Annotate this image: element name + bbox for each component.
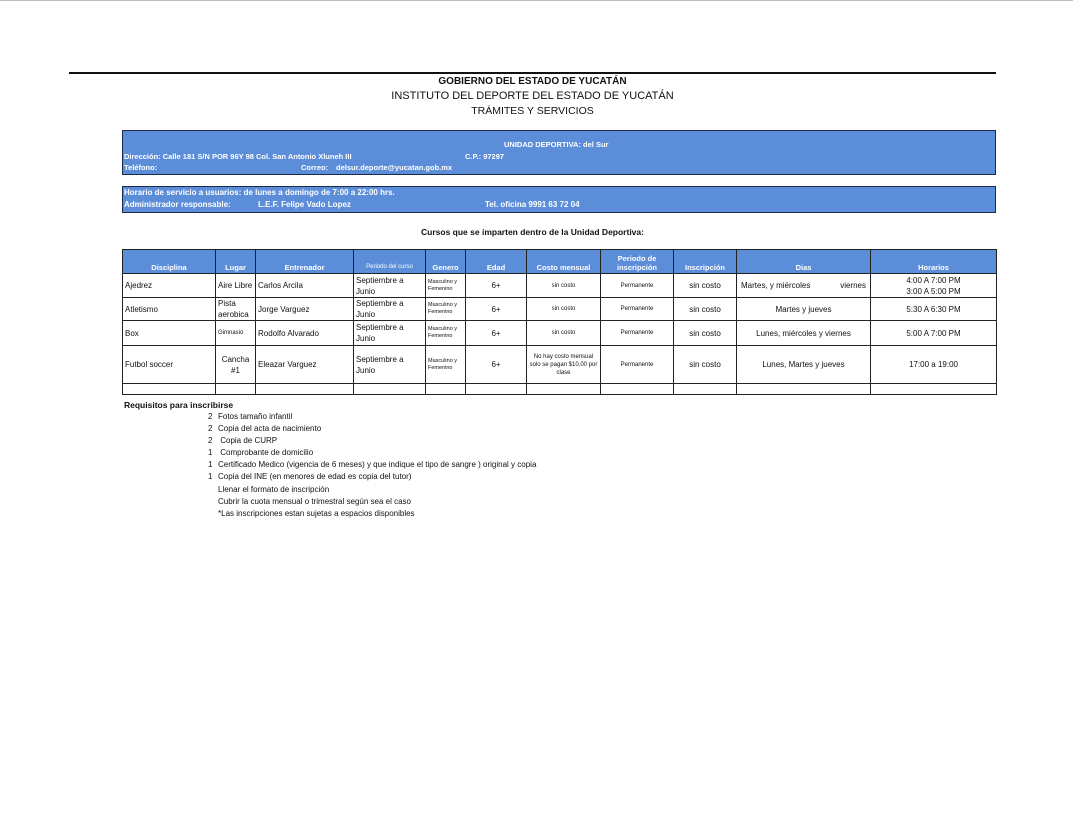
cell-costo: No hay costo mensual solo se pagan $10.00 por clase <box>527 346 601 384</box>
col-periodo: Periodo del curso <box>354 250 426 274</box>
cell-periodo-inscripcion: Permanente <box>601 346 674 384</box>
cell-periodo: Septiembre a Junio <box>354 274 426 298</box>
col-periodo-inscripcion: Periodo de inscripción <box>601 250 674 274</box>
requisito-item: 2 Copia del acta de nacimiento <box>208 424 322 433</box>
cell-inscripcion: sin costo <box>674 346 737 384</box>
cell-dias: Lunes, Martes y jueves <box>737 346 871 384</box>
cell-horario: 5:30 A 6:30 PM <box>871 298 997 321</box>
cell-dias <box>737 274 871 298</box>
cell-dias: Lunes, miércoles y viernes <box>737 321 871 346</box>
cell-disciplina: Ajedrez <box>123 274 216 298</box>
codigo-postal: C.P.: 97297 <box>465 152 505 161</box>
cell-lugar: Aire Libre <box>216 274 256 298</box>
cell-periodo: Septiembre a Junio <box>354 321 426 346</box>
requisito-item: Llenar el formato de inscripción <box>218 485 330 494</box>
cell-horario: 17:00 a 19:00 <box>871 346 997 384</box>
table-row <box>123 298 997 321</box>
cell-lugar: Cancha #1 <box>216 346 256 384</box>
cell-genero: Masculino y Femenino <box>426 346 466 384</box>
admin-label: Administrador responsable: <box>124 200 231 209</box>
government-title: GOBIERNO DEL ESTADO DE YUCATÁN <box>438 76 627 87</box>
cursos-table <box>122 249 997 395</box>
cell-horario <box>871 274 997 298</box>
requisito-item: 1 Comprobante de domicilio <box>208 448 314 457</box>
table-header-row <box>123 250 997 274</box>
direccion: Dirección: Calle 181 S/N POR 96Y 98 Col. San Antonio Xluneh III <box>124 152 352 161</box>
telefono-label: Teléfono: <box>124 163 158 172</box>
cell-entrenador: Rodolfo Alvarado <box>256 321 354 346</box>
cell-lugar: Gimnasio <box>216 321 256 346</box>
col-horarios: Horarios <box>871 250 997 274</box>
requisito-item: 1 Certificado Medico (vigencia de 6 meses) y que indique el tipo de sangre ) original y copia <box>208 460 537 469</box>
col-edad: Edad <box>466 250 527 274</box>
dias-part-a: Martes, y miércoles <box>741 281 811 290</box>
cell-edad: 6+ <box>466 274 527 298</box>
cell-entrenador: Carlos Arcila <box>256 274 354 298</box>
cell-disciplina: Box <box>123 321 216 346</box>
cell-costo: sin costo <box>527 298 601 321</box>
col-dias: Dias <box>737 250 871 274</box>
dias-part-b: viernes <box>840 281 866 290</box>
unidad-info-box <box>122 130 996 175</box>
table-row <box>123 274 997 298</box>
cell-inscripcion: sin costo <box>674 274 737 298</box>
header-rule <box>69 72 996 74</box>
institute-title: INSTITUTO DEL DEPORTE DEL ESTADO DE YUCATÁN <box>391 90 674 102</box>
requisito-item: Cubrir la cuota mensual o trimestral según sea el caso <box>218 497 411 506</box>
correo-label: Correo: <box>301 163 329 172</box>
cell-genero: Masculino y Femenino <box>426 298 466 321</box>
col-genero: Genero <box>426 250 466 274</box>
horario-b: 3:00 A 5:00 PM <box>906 286 961 296</box>
cell-genero: Masculino y Femenino <box>426 321 466 346</box>
requisito-item: 2 Copia de CURP <box>208 436 278 445</box>
unidad-title: UNIDAD DEPORTIVA: del Sur <box>504 140 609 149</box>
cell-entrenador: Eleazar Varguez <box>256 346 354 384</box>
table-row <box>123 346 997 384</box>
horario-servicio: Horario de servicio a usuarios: de lunes a domingo de 7:00 a 22:00 hrs. <box>124 188 395 197</box>
cell-dias: Martes y jueves <box>737 298 871 321</box>
correo-link[interactable]: delsur.deporte@yucatan.gob.mx <box>336 163 453 172</box>
cell-periodo: Septiembre a Junio <box>354 298 426 321</box>
cell-disciplina: Atletismo <box>123 298 216 321</box>
col-costo: Costo mensual <box>527 250 601 274</box>
requisito-item: *Las inscripciones estan sujetas a espacios disponibles <box>218 509 415 518</box>
empty-row <box>123 384 997 395</box>
admin-name: L.E.F. Felipe Vado Lopez <box>258 200 351 209</box>
col-lugar: Lugar <box>216 250 256 274</box>
col-disciplina: Disciplina <box>123 250 216 274</box>
col-entrenador: Entrenador <box>256 250 354 274</box>
requisitos-title: Requisitos para inscribirse <box>124 400 234 410</box>
servicio-info-box <box>122 186 996 213</box>
cell-periodo-inscripcion: Permanente <box>601 298 674 321</box>
cell-horario: 5:00 A 7:00 PM <box>871 321 997 346</box>
cell-entrenador: Jorge Varguez <box>256 298 354 321</box>
requisito-item: 1 Copia del INE (en menores de edad es copia del tutor) <box>208 472 412 481</box>
cell-inscripcion: sin costo <box>674 298 737 321</box>
requisito-item: 2 Fotos tamaño infantil <box>208 412 293 421</box>
cell-periodo-inscripcion: Permanente <box>601 321 674 346</box>
cell-inscripcion: sin costo <box>674 321 737 346</box>
horario-a: 4:00 A 7:00 PM <box>906 275 961 285</box>
cell-periodo: Septiembre a Junio <box>354 346 426 384</box>
cell-genero: Masculino y Femenino <box>426 274 466 298</box>
section-title: TRÁMITES Y SERVICIOS <box>471 105 594 117</box>
cell-edad: 6+ <box>466 321 527 346</box>
table-row <box>123 321 997 346</box>
cursos-title: Cursos que se imparten dentro de la Unidad Deportiva: <box>421 227 644 237</box>
cell-disciplina: Futbol soccer <box>123 346 216 384</box>
cell-periodo-inscripcion: Permanente <box>601 274 674 298</box>
cell-lugar: Pista aerobica <box>216 298 256 321</box>
top-border <box>0 0 1073 1</box>
cell-costo: sin costo <box>527 274 601 298</box>
cell-edad: 6+ <box>466 298 527 321</box>
cell-edad: 6+ <box>466 346 527 384</box>
col-inscripcion: Inscripción <box>674 250 737 274</box>
tel-oficina: Tel. oficina 9991 63 72 04 <box>485 200 580 209</box>
cell-costo: sin costo <box>527 321 601 346</box>
